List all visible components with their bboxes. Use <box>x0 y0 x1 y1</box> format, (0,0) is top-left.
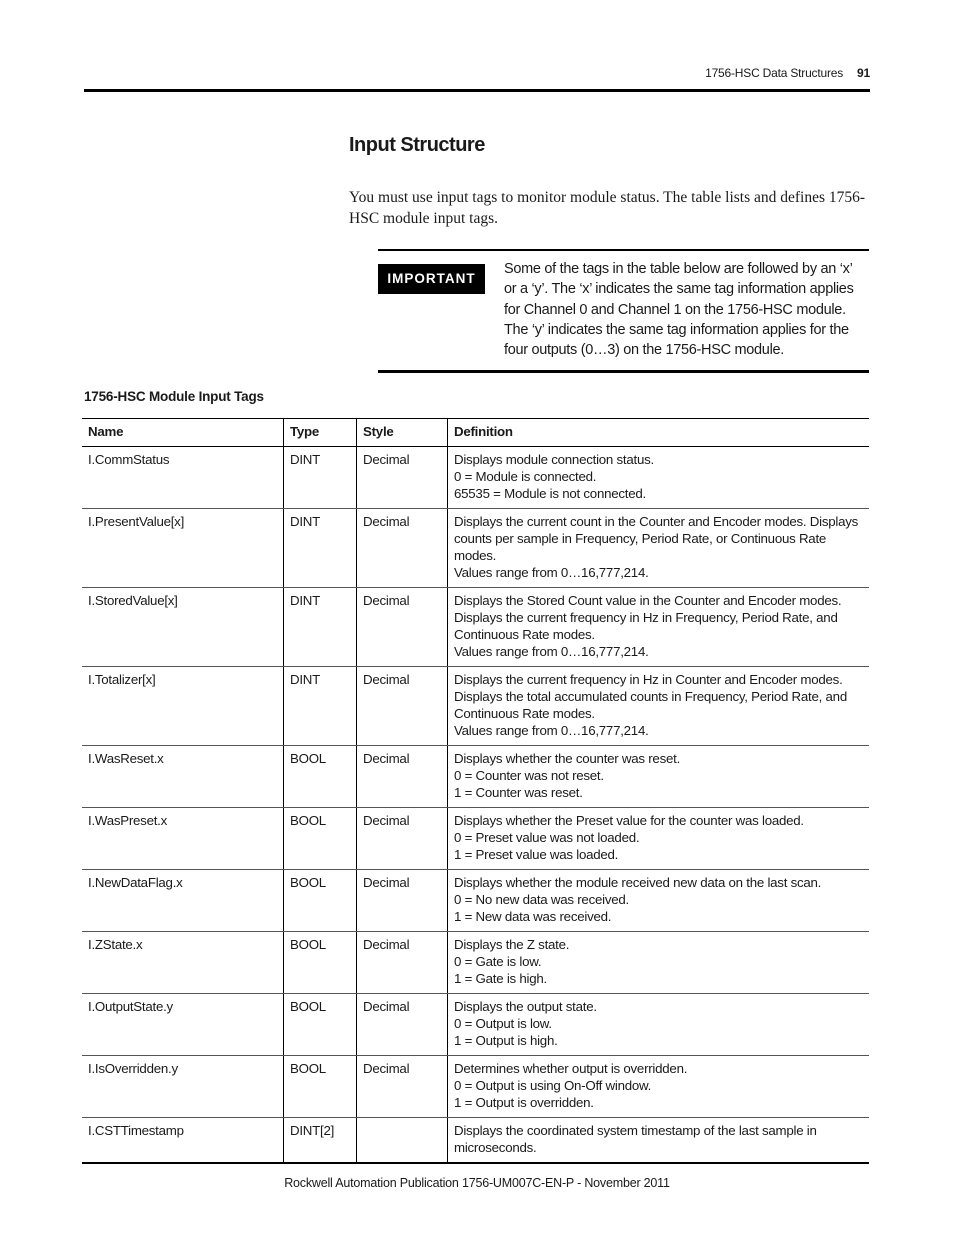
tag-style-cell: Decimal <box>357 746 448 808</box>
tag-type-cell: DINT <box>284 667 357 746</box>
definition-line: 0 = Output is using On-Off window. <box>454 1078 652 1093</box>
definition-line: 0 = No new data was received. <box>454 892 629 907</box>
tag-type-cell: BOOL <box>284 932 357 994</box>
tag-name-cell: I.ZState.x <box>82 932 284 994</box>
definition-line: Displays the Stored Count value in the Counter and Encoder modes. <box>454 593 842 608</box>
input-tags-table <box>82 418 869 1164</box>
tag-name-cell: I.OutputState.y <box>82 994 284 1056</box>
definition-line: 1 = Preset value was loaded. <box>454 847 619 862</box>
tag-style-cell: Decimal <box>357 870 448 932</box>
definition-line: 1 = Output is high. <box>454 1033 558 1048</box>
tag-definition-cell <box>448 870 870 932</box>
tag-definition-cell <box>448 932 870 994</box>
important-callout <box>378 249 869 373</box>
tag-definition-cell <box>448 746 870 808</box>
definition-line: 1 = Output is overridden. <box>454 1095 594 1110</box>
tag-definition-cell <box>448 588 870 667</box>
table-row <box>82 932 869 994</box>
table-row <box>82 808 869 870</box>
tag-name-cell: I.CommStatus <box>82 447 284 509</box>
table-row <box>82 667 869 746</box>
definition-line: Displays module connection status. <box>454 452 654 467</box>
header-section-title: 1756-HSC Data Structures <box>705 66 844 80</box>
definition-line: 65535 = Module is not connected. <box>454 486 646 501</box>
definition-line: Displays the total accumulated counts in Frequency, Period Rate, and Continuous Rate modes. <box>454 689 847 721</box>
definition-line: 1 = Gate is high. <box>454 971 547 986</box>
tag-style-cell: Decimal <box>357 447 448 509</box>
definition-line: Displays the current frequency in Hz in Frequency, Period Rate, and Continuous Rate modes. <box>454 610 838 642</box>
tag-type-cell: DINT[2] <box>284 1118 357 1164</box>
tag-definition-cell <box>448 667 870 746</box>
tag-definition-cell <box>448 447 870 509</box>
definition-line: Displays whether the Preset value for the counter was loaded. <box>454 813 804 828</box>
tag-style-cell: Decimal <box>357 667 448 746</box>
column-header-name: Name <box>82 419 284 447</box>
definition-line: Displays whether the module received new data on the last scan. <box>454 875 822 890</box>
definition-line: 1 = New data was received. <box>454 909 612 924</box>
important-text: Some of the tags in the table below are followed by an ‘x’ or a ‘y’. The ‘x’ indicates the same tag information applies for Channel 0 and Channel 1 on the 1756-HSC module. The ‘y’ indicates the same tag information applies for the four outputs (0…3) on the 1756-HSC module. <box>504 261 854 359</box>
tag-style-cell: Decimal <box>357 994 448 1056</box>
tag-name-cell: I.IsOverridden.y <box>82 1056 284 1118</box>
definition-line: Displays the current frequency in Hz in Counter and Encoder modes. <box>454 672 843 687</box>
definition-line: 0 = Module is connected. <box>454 469 597 484</box>
tag-style-cell: Decimal <box>357 932 448 994</box>
running-header <box>705 66 870 80</box>
tag-type-cell: DINT <box>284 588 357 667</box>
tag-style-cell: Decimal <box>357 588 448 667</box>
page-number: 91 <box>857 66 870 80</box>
column-header-style: Style <box>357 419 448 447</box>
tag-name-cell: I.CSTTimestamp <box>82 1118 284 1164</box>
definition-line: 1 = Counter was reset. <box>454 785 583 800</box>
table-row <box>82 746 869 808</box>
tag-style-cell: Decimal <box>357 808 448 870</box>
definition-line: Values range from 0…16,777,214. <box>454 565 649 580</box>
table-row <box>82 1056 869 1118</box>
table-row <box>82 447 869 509</box>
tag-type-cell: BOOL <box>284 870 357 932</box>
definition-line: 0 = Output is low. <box>454 1016 552 1031</box>
tag-definition-cell <box>448 1056 870 1118</box>
tag-name-cell: I.StoredValue[x] <box>82 588 284 667</box>
definition-line: Values range from 0…16,777,214. <box>454 644 649 659</box>
definition-line: Values range from 0…16,777,214. <box>454 723 649 738</box>
definition-line: Displays whether the counter was reset. <box>454 751 681 766</box>
definition-line: 0 = Preset value was not loaded. <box>454 830 640 845</box>
table-caption: 1756-HSC Module Input Tags <box>84 389 264 404</box>
tag-name-cell: I.WasReset.x <box>82 746 284 808</box>
tag-type-cell: DINT <box>284 447 357 509</box>
tag-definition-cell <box>448 1118 870 1164</box>
tag-type-cell: BOOL <box>284 1056 357 1118</box>
tag-name-cell: I.Totalizer[x] <box>82 667 284 746</box>
tag-name-cell: I.PresentValue[x] <box>82 509 284 588</box>
tag-name-cell: I.WasPreset.x <box>82 808 284 870</box>
column-header-type: Type <box>284 419 357 447</box>
definition-line: Displays the current count in the Counter and Encoder modes. Displays counts per sample in Frequency, Period Rate, or Continuous Rate modes. <box>454 514 859 563</box>
column-header-definition: Definition <box>448 419 870 447</box>
page-footer: Rockwell Automation Publication 1756-UM007C-EN-P - November 2011 <box>284 1176 670 1190</box>
definition-line: 0 = Counter was not reset. <box>454 768 604 783</box>
tag-type-cell: DINT <box>284 509 357 588</box>
tag-name-cell: I.NewDataFlag.x <box>82 870 284 932</box>
tag-type-cell: BOOL <box>284 746 357 808</box>
table-header-row <box>82 419 869 447</box>
definition-line: Determines whether output is overridden. <box>454 1061 688 1076</box>
table-row <box>82 509 869 588</box>
table-row <box>82 870 869 932</box>
tag-definition-cell <box>448 808 870 870</box>
table-row <box>82 994 869 1056</box>
important-label: IMPORTANT <box>378 264 485 294</box>
table-row <box>82 1118 869 1164</box>
table-body <box>82 447 869 1164</box>
definition-line: 0 = Gate is low. <box>454 954 542 969</box>
intro-paragraph: You must use input tags to monitor module status. The table lists and defines 1756-HSC module input tags. <box>349 189 866 227</box>
section-title: Input Structure <box>349 134 485 156</box>
tag-style-cell: Decimal <box>357 1056 448 1118</box>
tag-type-cell: BOOL <box>284 808 357 870</box>
header-rule <box>84 89 870 92</box>
definition-line: Displays the output state. <box>454 999 597 1014</box>
table-row <box>82 588 869 667</box>
tag-style-cell <box>357 1118 448 1164</box>
tag-type-cell: BOOL <box>284 994 357 1056</box>
definition-line: Displays the coordinated system timestamp of the last sample in microseconds. <box>454 1123 817 1155</box>
tag-style-cell: Decimal <box>357 509 448 588</box>
tag-definition-cell <box>448 509 870 588</box>
tag-definition-cell <box>448 994 870 1056</box>
definition-line: Displays the Z state. <box>454 937 570 952</box>
